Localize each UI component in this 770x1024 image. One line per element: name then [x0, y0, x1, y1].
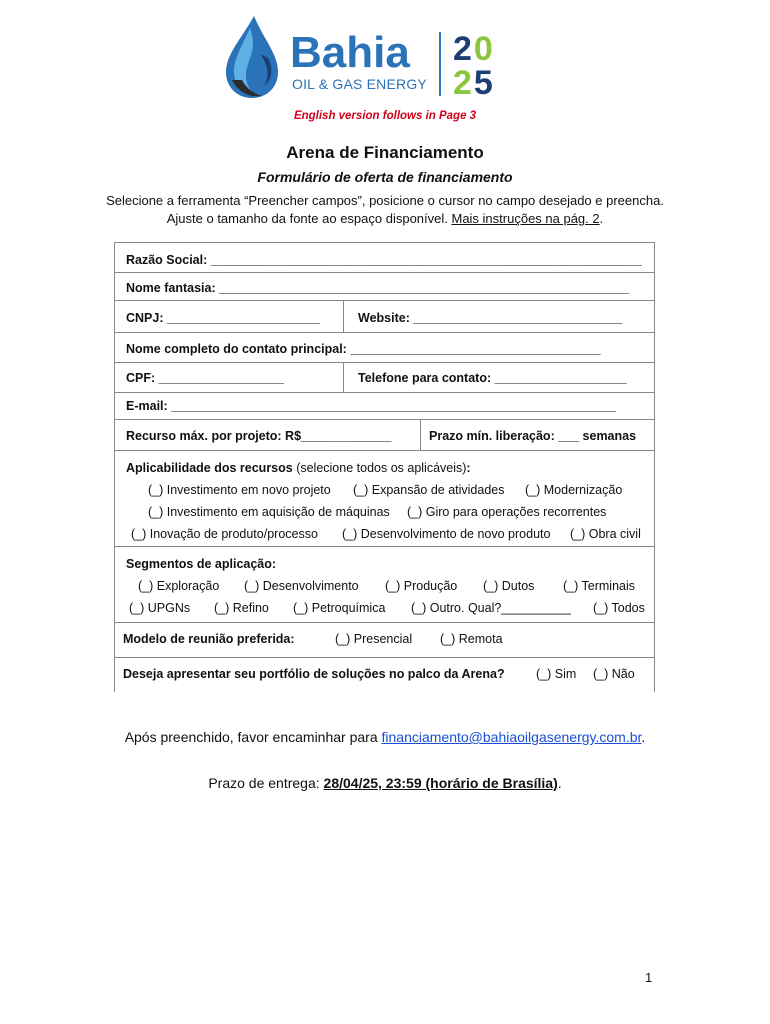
row-cnpj-website: [115, 301, 654, 333]
checkbox-petroquimica[interactable]: (_) Petroquímica: [293, 601, 386, 615]
row-portfolio: [115, 658, 654, 693]
row-contato: [115, 333, 654, 363]
document-subtitle: Formulário de oferta de financiamento: [257, 169, 513, 185]
nome-fantasia-field[interactable]: Nome fantasia: ___________________________________________________________: [126, 281, 630, 295]
instructions-period: .: [599, 211, 604, 226]
row-razao-social: [115, 243, 654, 273]
logo-separator: [439, 32, 441, 96]
telefone-field[interactable]: Telefone para contato: ___________________: [358, 371, 627, 385]
checkbox-modernizacao[interactable]: (_) Modernização: [525, 483, 623, 497]
prazo-field[interactable]: Prazo mín. liberação: ___ semanas: [429, 429, 637, 443]
checkbox-novo-produto[interactable]: (_) Desenvolvimento de novo produto: [342, 527, 551, 541]
checkbox-todos[interactable]: (_) Todos: [593, 601, 645, 615]
divider: [420, 420, 421, 450]
deadline-label: Prazo de entrega:: [208, 775, 324, 791]
checkbox-outro[interactable]: (_) Outro. Qual?__________: [411, 601, 571, 615]
checkbox-exploracao[interactable]: (_) Exploração: [138, 579, 220, 593]
checkbox-remota[interactable]: (_) Remota: [440, 632, 503, 646]
row-nome-fantasia: [115, 273, 654, 301]
checkbox-nao[interactable]: (_) Não: [593, 667, 635, 681]
checkbox-maquinas[interactable]: (_) Investimento em aquisição de máquinas: [148, 505, 390, 519]
portfolio-label: Deseja apresentar seu portfólio de soluções no palco da Arena?: [123, 667, 505, 681]
logo-subtitle: OIL & GAS ENERGY: [292, 76, 427, 92]
checkbox-upgns[interactable]: (_) UPGNs: [129, 601, 191, 615]
logo-year-bottom: 25: [453, 64, 495, 102]
submission-instructions: [0, 729, 770, 745]
page-number: 1: [645, 970, 653, 985]
submission-period: .: [641, 729, 646, 745]
row-aplicabilidade: [115, 451, 654, 547]
checkbox-inovacao[interactable]: (_) Inovação de produto/processo: [131, 527, 318, 541]
english-version-note: English version follows in Page 3: [293, 110, 477, 122]
logo-wordmark: Bahia: [290, 28, 410, 77]
razao-social-field[interactable]: Razão Social: ______________________________________________________________: [126, 253, 642, 267]
website-field[interactable]: Website: ______________________________: [358, 311, 622, 325]
logo-year-top: 20: [453, 30, 495, 68]
checkbox-novo-projeto[interactable]: (_) Investimento em novo projeto: [148, 483, 331, 497]
submission-text: Após preenchido, favor encaminhar para: [124, 729, 382, 745]
submission-email-link[interactable]: financiamento@bahiaoilgasenergy.com.br: [381, 729, 642, 745]
document-title: Arena de Financiamento: [286, 143, 484, 162]
aplicabilidade-label: Aplicabilidade dos recursos (selecione todos os aplicáveis):: [126, 461, 471, 475]
cpf-field[interactable]: CPF: __________________: [126, 371, 284, 385]
cnpj-field[interactable]: CNPJ: ______________________: [126, 311, 320, 325]
checkbox-sim[interactable]: (_) Sim: [536, 667, 577, 681]
instructions-link[interactable]: Mais instruções na pág. 2: [451, 211, 600, 226]
divider: [343, 301, 344, 332]
deadline-date: 28/04/25, 23:59 (horário de Brasília): [323, 775, 558, 791]
checkbox-refino[interactable]: (_) Refino: [214, 601, 269, 615]
instructions-line-2: [0, 211, 770, 226]
divider: [343, 363, 344, 392]
row-email: [115, 393, 654, 420]
checkbox-producao[interactable]: (_) Produção: [385, 579, 458, 593]
segmentos-label: Segmentos de aplicação:: [126, 557, 277, 571]
contato-field[interactable]: Nome completo do contato principal: ____________________________________: [126, 342, 601, 356]
recurso-field[interactable]: Recurso máx. por projeto: R$_____________: [126, 429, 392, 443]
row-modelo-reuniao: [115, 623, 654, 658]
deadline: [0, 775, 770, 791]
drop-flame-icon: [220, 14, 284, 100]
checkbox-obra-civil[interactable]: (_) Obra civil: [570, 527, 641, 541]
instructions-text: Ajuste o tamanho da fonte ao espaço disponível.: [166, 211, 452, 226]
logo: [220, 14, 520, 100]
checkbox-presencial[interactable]: (_) Presencial: [335, 632, 413, 646]
row-cpf-telefone: [115, 363, 654, 393]
instructions-line-1: Selecione a ferramenta “Preencher campos”, posicione o cursor no campo desejado e preencha.: [106, 193, 664, 208]
row-recurso-prazo: [115, 420, 654, 451]
financing-offer-form: [114, 242, 655, 692]
checkbox-giro[interactable]: (_) Giro para operações recorrentes: [407, 505, 607, 519]
checkbox-desenvolvimento[interactable]: (_) Desenvolvimento: [244, 579, 359, 593]
modelo-reuniao-label: Modelo de reunião preferida:: [123, 632, 295, 646]
deadline-period: .: [557, 775, 562, 791]
checkbox-terminais[interactable]: (_) Terminais: [563, 579, 636, 593]
row-segmentos: [115, 547, 654, 623]
email-field[interactable]: E-mail: ________________________________________________________________: [126, 399, 617, 413]
checkbox-dutos[interactable]: (_) Dutos: [483, 579, 535, 593]
checkbox-expansao[interactable]: (_) Expansão de atividades: [353, 483, 505, 497]
